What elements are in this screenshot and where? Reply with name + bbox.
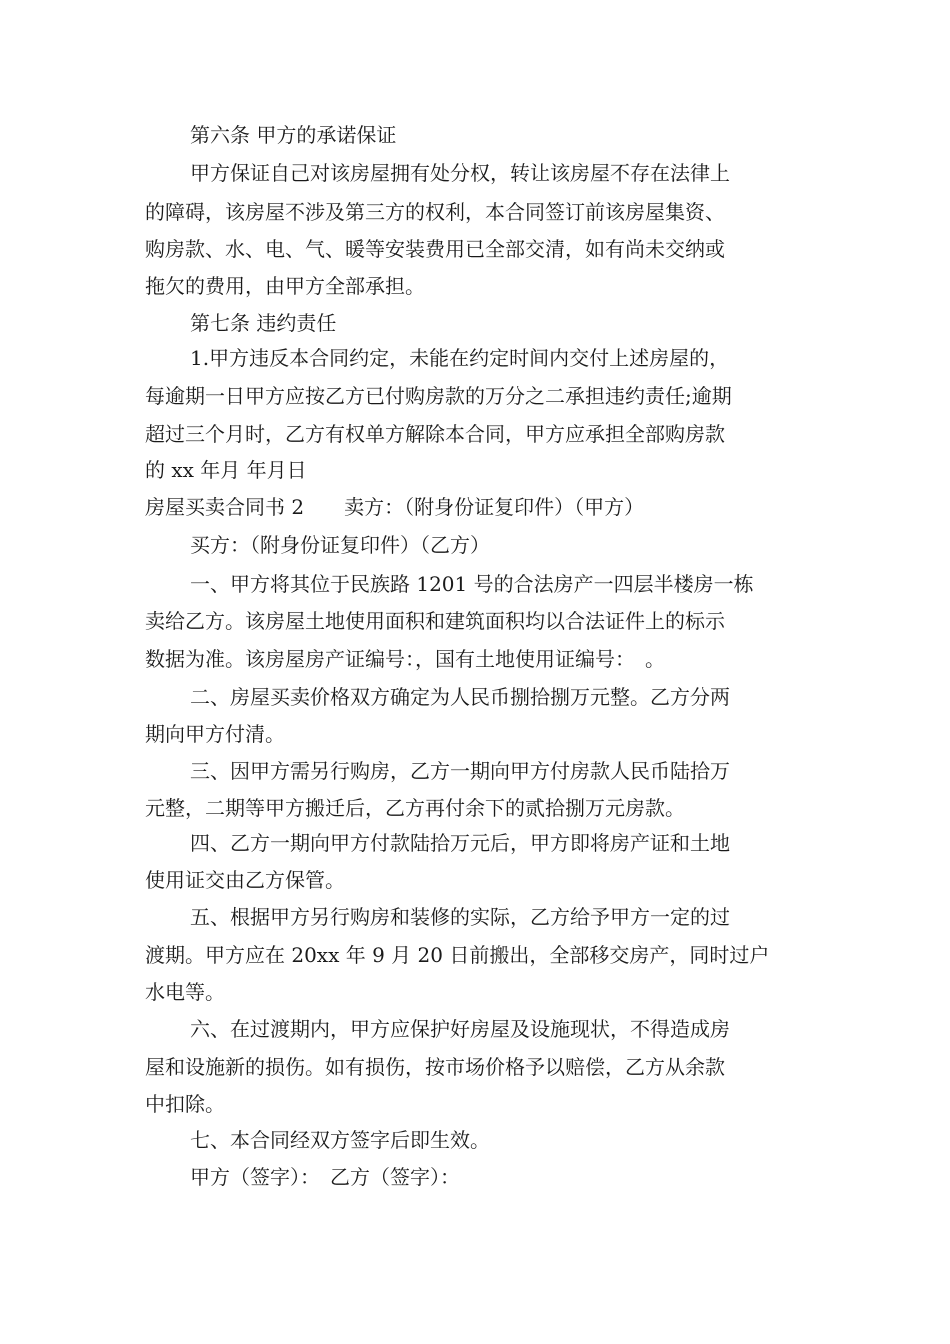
clause-4-line: 四、乙方一期向甲方付款陆拾万元后，甲方即将房产证和土地 xyxy=(190,831,730,855)
paragraph-line: 的障碍，该房屋不涉及第三方的权利，本合同签订前该房屋集资、 xyxy=(145,200,725,224)
paragraph-line: 屋和设施新的损伤。如有损伤，按市场价格予以赔偿，乙方从余款 xyxy=(145,1055,725,1079)
paragraph-line: 期向甲方付清。 xyxy=(145,722,285,746)
paragraph-line: 每逾期一日甲方应按乙方已付购房款的万分之二承担违约责任;逾期 xyxy=(145,384,732,408)
paragraph-line: 水电等。 xyxy=(145,980,225,1004)
paragraph-line: 的 xx 年月 年月日 xyxy=(145,458,307,482)
clause-6-line: 六、在过渡期内，甲方应保护好房屋及设施现状，不得造成房 xyxy=(190,1017,730,1041)
clause-2-line: 二、房屋买卖价格双方确定为人民币捌拾捌万元整。乙方分两 xyxy=(190,685,730,709)
contract-title-line: 房屋买卖合同书 2 卖方：（附身份证复印件）（甲方） xyxy=(145,495,645,519)
clause-1-line: 一、甲方将其位于民族路 1201 号的合法房产一四层半楼房一栋 xyxy=(190,572,754,596)
article-6-heading: 第六条 甲方的承诺保证 xyxy=(190,123,397,147)
paragraph-line: 使用证交由乙方保管。 xyxy=(145,868,345,892)
paragraph-line: 超过三个月时，乙方有权单方解除本合同，甲方应承担全部购房款 xyxy=(145,422,725,446)
signature-line: 甲方（签字）： 乙方（签字）： xyxy=(190,1165,460,1189)
buyer-line: 买方：（附身份证复印件）（乙方） xyxy=(190,533,490,557)
clause-5-line: 五、根据甲方另行购房和装修的实际，乙方给予甲方一定的过 xyxy=(190,905,730,929)
paragraph-line: 中扣除。 xyxy=(145,1092,225,1116)
paragraph-line: 元整，二期等甲方搬迁后，乙方再付余下的贰拾捌万元房款。 xyxy=(145,796,685,820)
paragraph-line: 渡期。甲方应在 20xx 年 9 月 20 日前搬出，全部移交房产，同时过户 xyxy=(145,943,770,967)
paragraph-line: 1.甲方违反本合同约定，未能在约定时间内交付上述房屋的， xyxy=(190,346,730,370)
paragraph-line: 拖欠的费用，由甲方全部承担。 xyxy=(145,274,425,298)
paragraph-line: 购房款、水、电、气、暖等安装费用已全部交清，如有尚未交纳或 xyxy=(145,237,725,261)
paragraph-line: 卖给乙方。该房屋土地使用面积和建筑面积均以合法证件上的标示 xyxy=(145,609,725,633)
paragraph-line: 甲方保证自己对该房屋拥有处分权，转让该房屋不存在法律上 xyxy=(190,161,730,185)
clause-7-line: 七、本合同经双方签字后即生效。 xyxy=(190,1128,490,1152)
article-7-heading: 第七条 违约责任 xyxy=(190,311,337,335)
paragraph-line: 数据为准。该房屋房产证编号：，国有土地使用证编号： 。 xyxy=(145,647,665,671)
clause-3-line: 三、因甲方需另行购房，乙方一期向甲方付房款人民币陆拾万 xyxy=(190,759,730,783)
